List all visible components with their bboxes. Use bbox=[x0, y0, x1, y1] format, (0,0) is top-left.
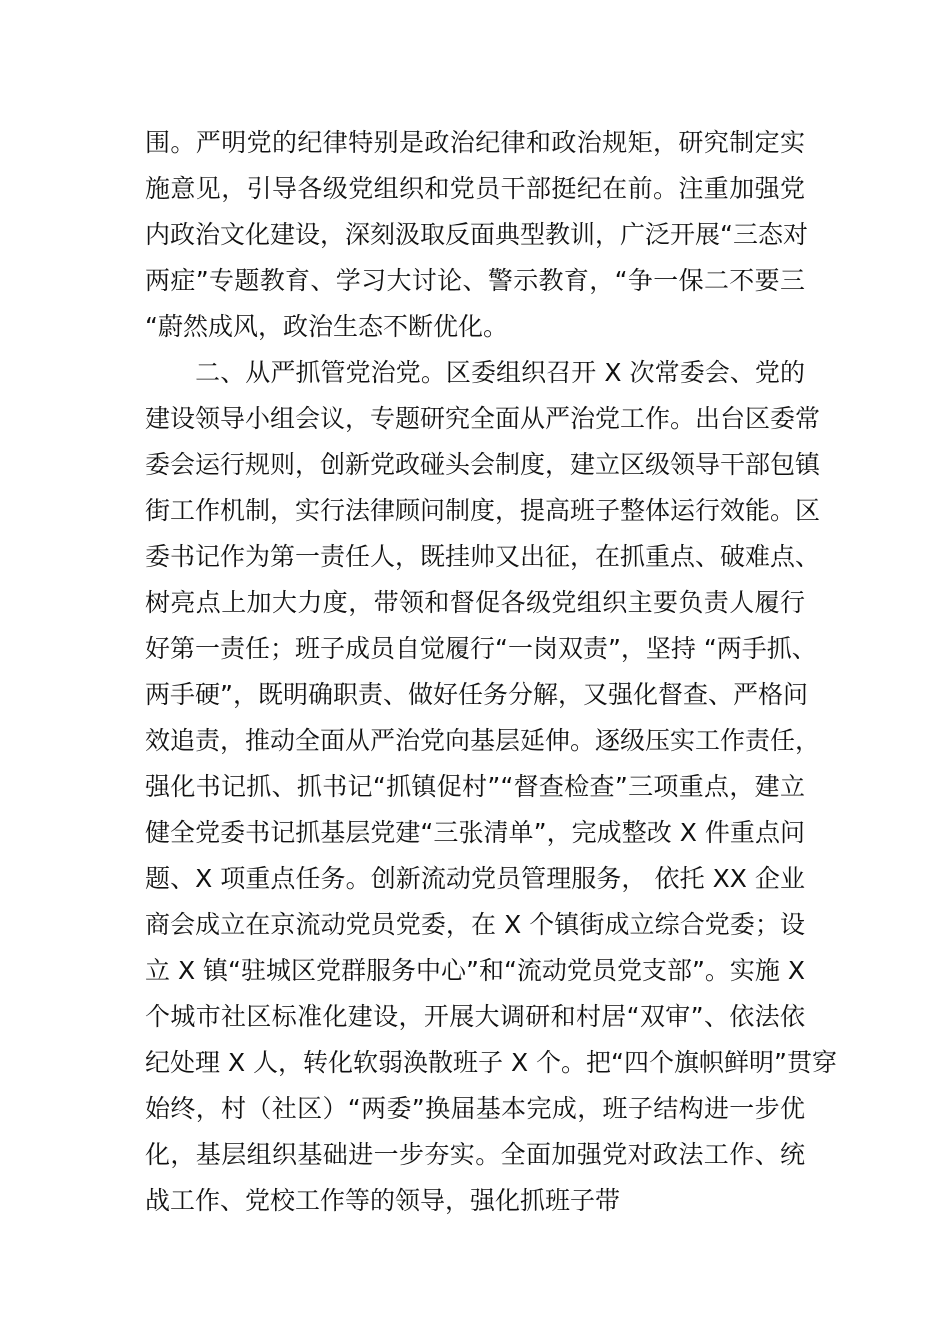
text-line: 施意见，引导各级党组织和党员干部挺纪在前。注重加强党 bbox=[145, 174, 805, 203]
text-line: 强化书记抓、抓书记“抓镇促村”“督查检查”三项重点，建立 bbox=[145, 772, 805, 801]
text-line: 个城市社区标准化建设，开展大调研和村居“双审”、依法依 bbox=[145, 1002, 805, 1031]
text-line: 围。严明党的纪律特别是政治纪律和政治规矩，研究制定实 bbox=[145, 128, 805, 157]
text-line: 建设领导小组会议，专题研究全面从严治党工作。出台区委常 bbox=[145, 404, 821, 433]
text-line: 内政治文化建设，深刻汲取反面典型教训，广泛开展“三态对 bbox=[145, 220, 808, 249]
text-line: 战工作、党校工作等的领导，强化抓班子带 bbox=[145, 1186, 621, 1215]
text-line: 好第一责任；班子成员自觉履行“一岗双责”，坚持 “两手抓、 bbox=[145, 634, 817, 663]
text-line: 委书记作为第一责任人，既挂帅又出征，在抓重点、破难点、 bbox=[145, 542, 821, 571]
text-line: “蔚然成风，政治生态不断优化。 bbox=[145, 312, 508, 341]
text-line: 树亮点上加大力度，带领和督促各级党组织主要负责人履行 bbox=[145, 588, 805, 617]
document-page bbox=[145, 120, 837, 1224]
text-line: 立 X 镇“驻城区党群服务中心”和“流动党员党支部”。实施 X bbox=[145, 956, 805, 985]
text-line: 纪处理 X 人，转化软弱涣散班子 X 个。把“四个旗帜鲜明”贯穿 bbox=[145, 1048, 837, 1077]
text-line: 商会成立在京流动党员党委，在 X 个镇街成立综合党委；设 bbox=[145, 910, 805, 939]
text-line: 效追责，推动全面从严治党向基层延伸。逐级压实工作责任， bbox=[145, 726, 821, 755]
text-line: 两手硬”，既明确职责、做好任务分解，又强化督查、严格问 bbox=[145, 680, 808, 709]
text-line: 始终，村（社区）“两委”换届基本完成，班子结构进一步优 bbox=[145, 1094, 805, 1123]
text-line: 题、X 项重点任务。创新流动党员管理服务， 依托 XX 企业 bbox=[145, 864, 805, 893]
text-line: 化，基层组织基础进一步夯实。全面加强党对政法工作、统 bbox=[145, 1140, 805, 1169]
text-line: 二、从严抓管党治党。区委组织召开 X 次常委会、党的 bbox=[145, 358, 805, 387]
text-line: 两症”专题教育、学习大讨论、警示教育，“争一保二不要三 bbox=[145, 266, 805, 295]
text-line: 健全党委书记抓基层党建“三张清单”，完成整改 X 件重点问 bbox=[145, 818, 805, 847]
text-line: 委会运行规则，创新党政碰头会制度，建立区级领导干部包镇 bbox=[145, 450, 821, 479]
text-line: 街工作机制，实行法律顾问制度，提高班子整体运行效能。区 bbox=[145, 496, 821, 525]
